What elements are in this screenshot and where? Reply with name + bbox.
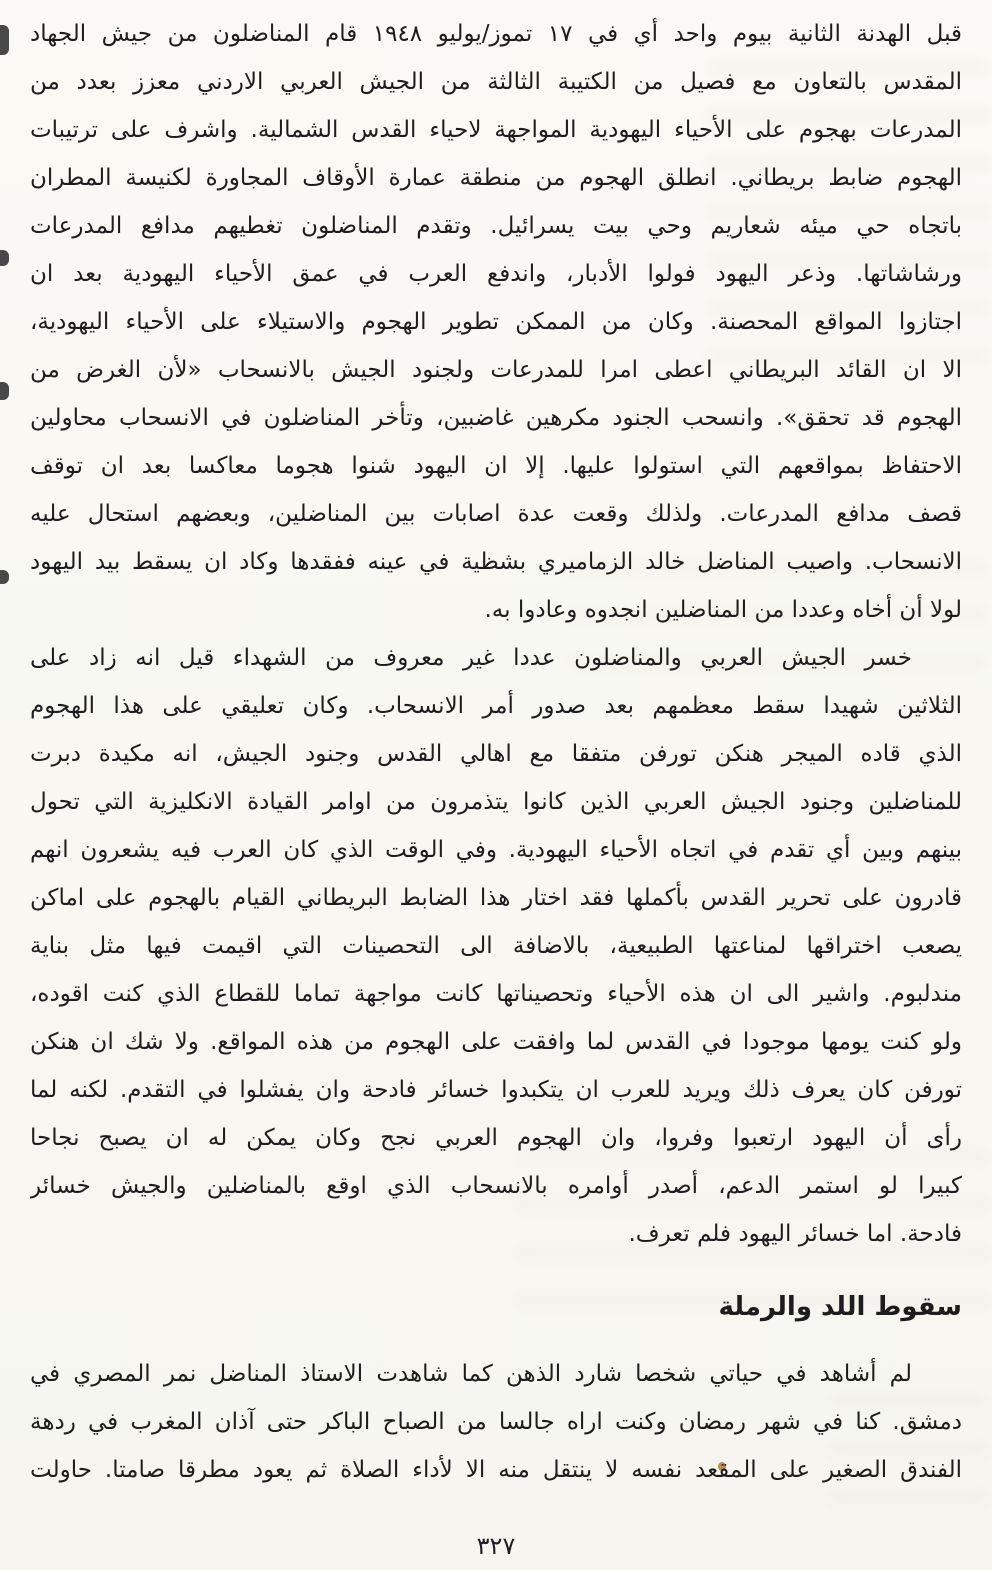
text-line: يصعب اختراقها لمناعتها الطبيعية، بالاضافة الى التحصينات التي اقيمت فيها مثل بناية [30,933,962,959]
text-line: خسر الجيش العربي والمناضلون عددا غير معروف من الشهداء قيل انه زاد على [30,645,912,671]
text-line: لم أشاهد في حياتي شخصا شارد الذهن كما شاهدت الاستاذ المناضل نمر المصري في [30,1361,912,1387]
text-line: مندلبوم. واشير الى ان هذه الأحياء وتحصيناتها كانت مواجهة تماما للقطاع الذي كنت اقوده، [30,981,962,1007]
text-line: تورفن كان يعرف ذلك ويريد للعرب ان يتكبدوا خسائر فادحة وان يفشلوا في التقدم. لكنه لما [30,1077,962,1103]
page-text [30,10,962,1570]
text-line: الهجوم ضابط بريطاني. انطلق الهجوم من منطقة عمارة الأوقاف المجاورة لكنيسة المطران [30,165,962,191]
text-line: الا ان القائد البريطاني اعطى امرا للمدرعات ولجنود الجيش بالانسحاب «لأن الغرض من [30,357,962,383]
text-line: المدرعات بهجوم على الأحياء اليهودية المواجهة لاحياء القدس الشمالية. واشرف على ترتيبات [30,117,962,143]
scan-edge-artifact [0,570,9,584]
text-line: الذي قاده الميجر هنكن تورفن متفقا مع اهالي القدس وجنود الجيش، انه مكيدة دبرت [30,741,962,767]
text-line: الانسحاب. واصيب المناضل خالد الزماميري بشظية في عينه ففقدها وكاد ان يسقط بيد اليهود [30,549,962,575]
text-line: قبل الهدنة الثانية بيوم واحد أي في ١٧ تموز/يوليو ١٩٤٨ قام المناضلون من جيش الجهاد [30,21,962,47]
text-line: الثلاثين شهيدا سقط معظمهم بعد صدور أمر الانسحاب. وكان تعليقي على هذا الهجوم [30,693,962,719]
text-line: لولا أن أخاه وعددا من المناضلين انجدوه وعادوا به. [484,597,962,623]
scan-edge-artifact [0,250,9,266]
text-line: بينهم وبين أي تقدم في اتجاه الأحياء اليهودية. وفي الوقت الذي كان العرب فيه يشعرون انهم [30,837,962,863]
paragraph-jihad-attack [30,10,962,634]
text-line: باتجاه حي ميئه شعاريم وحي بيت يسرائيل. وتقدم المناضلون تغطيهم مدافع المدرعات [30,213,962,239]
text-line: كبيرا لو استمر الدعم، أصدر أوامره بالانسحاب الذي اوقع بالمناضلين والجيش خسائر [30,1173,962,1199]
paragraph-nimr-masri [30,1350,962,1494]
scan-edge-artifact [0,25,9,55]
text-line: قصف مدافع المدرعات. ولذلك وقعت عدة اصابات بين المناضلين، وبعضهم استحال عليه [30,501,962,527]
paragraph-losses-commentary [30,634,962,1258]
text-line: ورشاشاتها. وذعر اليهود فولوا الأدبار، واندفع العرب في عمق الأحياء اليهودية بعد ان [30,261,962,287]
text-line: للمناضلين وجنود الجيش العربي الذين كانوا يتذمرون من اوامر القيادة الانكليزية التي تحول [30,789,962,815]
text-line: رأى أن اليهود ارتعبوا وفروا، وان الهجوم العربي نجح وكان يمكن له ان يصبح نجاحا [30,1125,962,1151]
text-line: ولو كنت يومها موجودا في القدس لما وافقت على الهجوم من هذه المواقع. ولا شك ان هنكن [30,1029,962,1055]
text-line: فادحة. اما خسائر اليهود فلم تعرف. [628,1221,962,1247]
page-number: ٣٢٧ [476,1532,516,1560]
text-line: قادرون على تحرير القدس بأكملها فقد اختار هذا الضابط البريطاني القيام بالهجوم على اماكن [30,885,962,911]
text-line: اجتازوا المواقع المحصنة. وكان من الممكن تطوير الهجوم والاستيلاء على الأحياء اليهودية، [30,309,962,335]
text-line: الفندق الصغير على المقعد نفسه لا ينتقل منه الا لأداء الصلاة ثم يعود مطرقا صامتا. حاولت [30,1457,962,1483]
text-line: الهجوم قد تحقق». وانسحب الجنود مكرهين غاضبين، وتأخر المناضلون في الانسحاب محاولين [30,405,962,431]
scan-edge-artifact [0,382,9,400]
text-line: الاحتفاظ بمواقعهم التي استولوا عليها. إلا ان اليهود شنوا هجوما معاكسا بعد ان توقف [30,453,962,479]
text-line: المقدس بالتعاون مع فصيل من الكتيبة الثالثة من الجيش العربي الاردني معزز بعدد من [30,69,962,95]
text-line: دمشق. كنا في شهر رمضان وكنت اراه جالسا من الصباح الباكر حتى آذان المغرب في ردهة [30,1409,962,1435]
section-heading: سقوط اللد والرملة [718,1292,962,1322]
